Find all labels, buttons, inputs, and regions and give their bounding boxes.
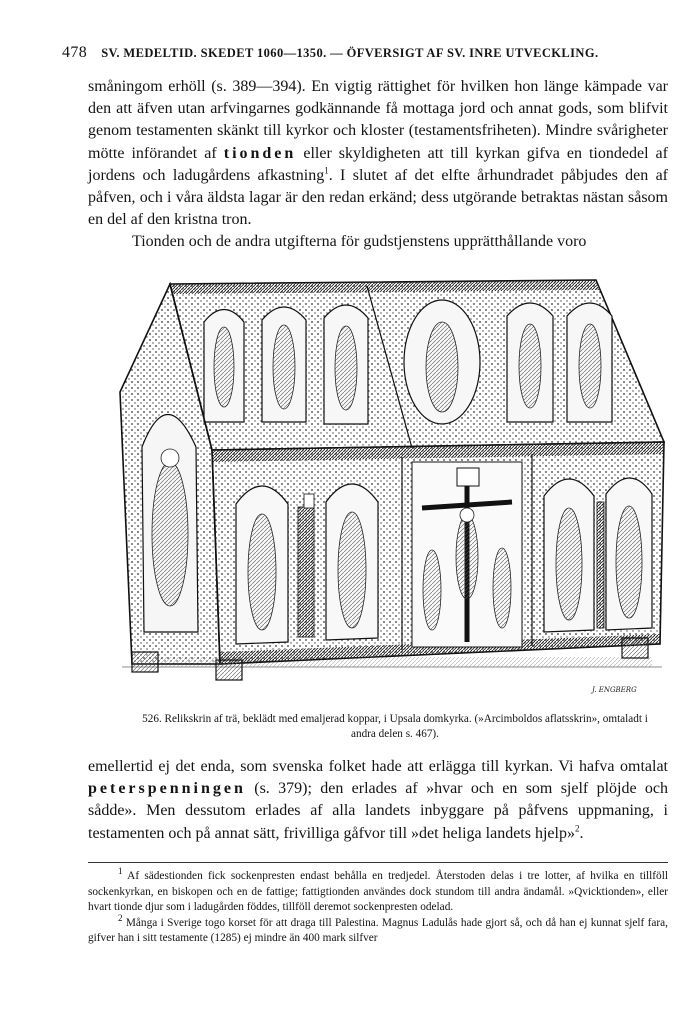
text-run: . I slutet af det elfte århundradet påbjudes den af påfven, och i våra äldsta lagar är den redan erkänd; dess utgörande betraktas nästan såsom en del af den kristna tron. (88, 166, 669, 229)
text-run: . (579, 824, 584, 842)
body-text-top (88, 76, 668, 254)
running-title: SV. MEDELTID. SKEDET 1060—1350. — ÖFVERSIGT AF SV. INRE UTVECKLING. (101, 46, 599, 60)
footnote-1 (88, 866, 668, 916)
paragraph-tionden: Tionden och de andra utgifterna för gudstjenstens upprätthållande voro (132, 233, 587, 251)
reliquary-illustration (112, 272, 674, 702)
footnote-ref-2[interactable]: 2 (574, 823, 580, 834)
text-run: småningom erhöll (s. 389—394). En vigtig rättighet för hvilken hon länge kämpade var den att äfven utan arfvingarnes godkännande få mottaga jord och annat gods, som blifvit genom testamenten skänkt till kyrkor och kloster (testamentsfriheten). Mindre svårigheter mötte införandet af (88, 78, 668, 162)
running-header (62, 44, 668, 64)
crucifixion-scene (412, 462, 522, 647)
footnote-text: Många i Sverige togo korset för att draga till Palestina. Magnus Ladulås hade gjort så, och då han ej kunnat sjelf fara, gifver han i sitt testamente (1285) ej mindre än 400 mark silfver (88, 916, 668, 945)
page-number: 478 (62, 44, 88, 61)
footnote-text: Af sädestionden fick sockenpresten endast behålla en tredjedel. Återstoden delas i tre lotter, af hvilka en tillföll sockenkyrkan, en biskopen och en de fattige; fattigtionden användes dock stundom till andra ändamål. »Qvicktionden», eller hvart tionde djur som i ladugården föddes, tillföll deremot sockenpresten odelad. (88, 870, 668, 914)
paragraph-tithe (88, 76, 668, 231)
reliquary-engraving (112, 272, 674, 702)
text-run: eller skyldigheten att till kyrkan gifva en tiondedel af jordens och ladugårdens afkastning (88, 144, 668, 184)
paragraph-peterspenningen (88, 756, 668, 845)
footnote-2 (88, 913, 668, 947)
engraver-signature: J. ENGBERG (592, 686, 637, 694)
text-run: (s. 379); den erlades af »hvar och en som sjelf plöjde och sådde». Men dessutom erlades af alla landets inbyggare på påfvens uppmaning, i testamenten och på annat sätt, frivilliga gåfvor till »det heliga landets hjelp» (88, 780, 668, 842)
footnote-mark-2: 2 (118, 913, 123, 924)
spaced-term-peterspenningen: peterspenningen (88, 780, 246, 798)
spaced-term-tionden: tionden (223, 144, 297, 162)
text-run: emellertid ej det enda, som svenska folket hade att erlägga till kyrkan. Vi hafva omtalat (88, 758, 668, 775)
figure-caption: 526. Relikskrin af trä, beklädt med emaljerad koppar, i Upsala domkyrka. (»Arcimboldos aflatsskrin», omtaladt i andra delen s. 467). (142, 713, 648, 740)
footnote-ref-1[interactable]: 1 (324, 165, 329, 176)
footnote-mark-1: 1 (118, 866, 123, 877)
footnotes (88, 862, 668, 947)
body-text-bottom (88, 756, 668, 845)
